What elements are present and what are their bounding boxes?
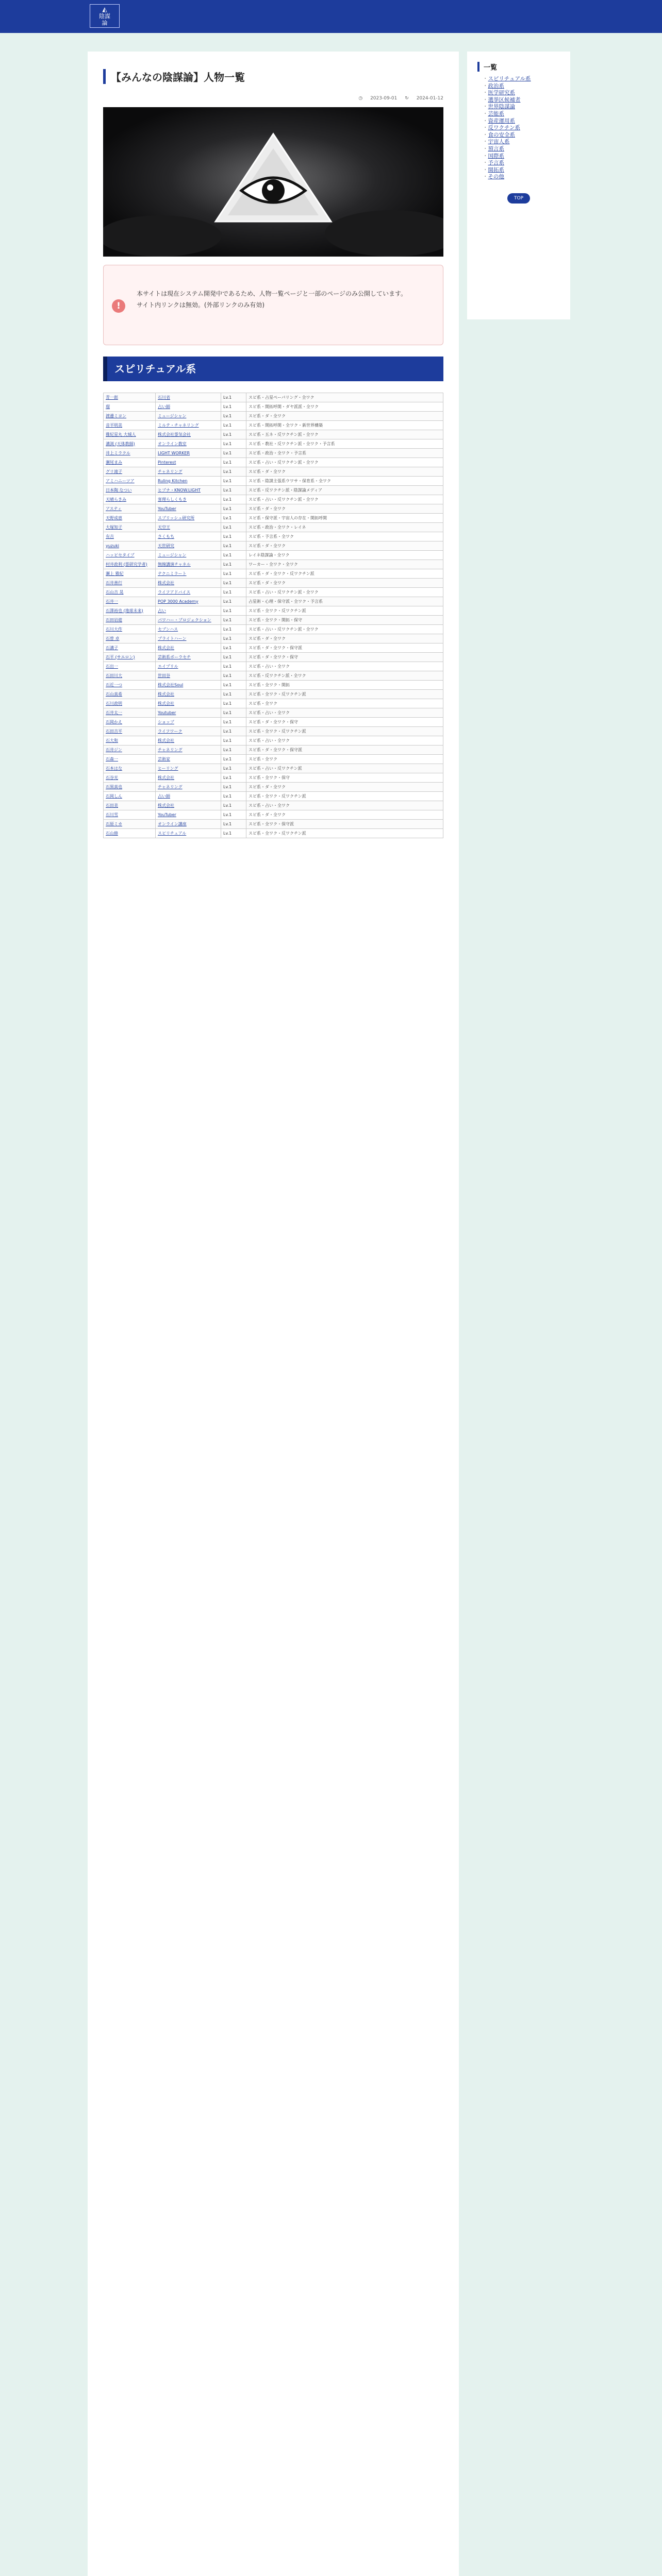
table-row	[104, 653, 443, 662]
table-row	[104, 467, 443, 477]
notice-line: サイト内リンクは無効。(外部リンクのみ有効)	[137, 301, 265, 309]
notice-box	[103, 265, 443, 345]
person-name-link[interactable]: 石井一	[104, 597, 156, 606]
section-heading: スピリチュアル系	[103, 357, 443, 381]
people-table	[103, 393, 443, 838]
table-row	[104, 783, 443, 792]
person-name-link[interactable]: 天野成恵	[104, 514, 156, 523]
affiliation-link[interactable]: スピリチュアル	[156, 829, 221, 838]
affiliation-link[interactable]: Ruling Kitchen	[156, 477, 221, 486]
table-row	[104, 616, 443, 625]
table-row	[104, 421, 443, 430]
page-title: 【みんなの陰謀論】人物一覧	[103, 69, 245, 84]
level-cell: Lv.1	[221, 532, 246, 541]
tags-cell: スピ系・ダ・全ワク	[246, 467, 443, 477]
affiliation-link[interactable]: ミュージシャン	[156, 551, 221, 560]
person-name-link[interactable]: yuzuki	[104, 541, 156, 551]
sidebar-title: 一覧	[477, 62, 560, 72]
affiliation-link[interactable]: スプリッシュ研究所	[156, 514, 221, 523]
person-name-link[interactable]: 石川雪	[104, 810, 156, 820]
level-cell: Lv.1	[221, 495, 246, 504]
tags-cell: スピ系・全ワク・反ワクチン派	[246, 606, 443, 616]
tags-cell: スピ系・ダ・全ワク・保守派	[246, 745, 443, 755]
sidebar-item-link[interactable]: スピリチュアル系	[488, 76, 531, 82]
level-cell: Lv.1	[221, 718, 246, 727]
tags-cell: スピ系・陰謀主張系ウワサ・保育系・全ワク	[246, 477, 443, 486]
sidebar-item[interactable]	[483, 153, 570, 160]
post-dates	[352, 96, 443, 101]
sidebar-item[interactable]	[483, 167, 570, 174]
tags-cell: スピ系・全ワク・反ワクチン派	[246, 792, 443, 801]
sidebar-item-link[interactable]: 芸能系	[488, 110, 504, 117]
table-row	[104, 477, 443, 486]
person-name-link[interactable]: 有吉	[104, 532, 156, 541]
affiliation-link[interactable]: 芸術家	[156, 755, 221, 764]
illuminati-eye-icon	[103, 107, 443, 257]
affiliation-link[interactable]: 占い師	[156, 402, 221, 412]
affiliation-link[interactable]: POP 3000 Academy	[156, 597, 221, 606]
sidebar-item-link[interactable]: 選挙区候補者	[488, 96, 521, 103]
tags-cell: スピ系・五ネ・反ワクチン派・全ワク	[246, 430, 443, 439]
person-name-link[interactable]: 石井ジン	[104, 745, 156, 755]
level-cell: Lv.1	[221, 477, 246, 486]
person-name-link[interactable]: 石川政明	[104, 699, 156, 708]
person-name-link[interactable]: 瀬上 雅紀	[104, 569, 156, 579]
table-row	[104, 402, 443, 412]
table-row	[104, 625, 443, 634]
tags-cell: スピ系・占い・反ワクチン派・全ワク	[246, 625, 443, 634]
level-cell: Lv.1	[221, 449, 246, 458]
tags-cell: ワーカー・全ワク・全ワク	[246, 560, 443, 569]
affiliation-link[interactable]: 占い師	[156, 792, 221, 801]
site-logo-line2: 論	[102, 19, 108, 26]
sidebar-item[interactable]	[483, 97, 570, 104]
table-row	[104, 458, 443, 467]
sidebar-item[interactable]	[483, 111, 570, 118]
affiliation-link[interactable]: オンライン講座	[156, 820, 221, 829]
affiliation-link[interactable]: Pinterest	[156, 458, 221, 467]
tags-cell: スピ系・ダ・全ワク・保守派	[246, 643, 443, 653]
tags-cell: スピ系・占い・全ワク	[246, 801, 443, 810]
person-name-link[interactable]: 石田吉平	[104, 727, 156, 736]
table-row	[104, 486, 443, 495]
person-name-link[interactable]: 石川大作	[104, 625, 156, 634]
affiliation-link[interactable]: 無線講演チャネル	[156, 560, 221, 569]
sidebar-item[interactable]	[483, 76, 570, 83]
tags-cell: スピ系・教社・反ワクチン派・全ワク・予言系	[246, 439, 443, 449]
level-cell: Lv.1	[221, 458, 246, 467]
sidebar-item[interactable]	[483, 90, 570, 97]
affiliation-link[interactable]: 株式会社	[156, 773, 221, 783]
affiliation-link[interactable]: 株式会社	[156, 690, 221, 699]
affiliation-link[interactable]: 株式会社	[156, 643, 221, 653]
table-row	[104, 681, 443, 690]
person-name-link[interactable]: 石本はな	[104, 764, 156, 773]
level-cell: Lv.1	[221, 504, 246, 514]
sidebar-item[interactable]	[483, 83, 570, 90]
level-cell: Lv.1	[221, 810, 246, 820]
tags-cell: スピ系・保守派・宇宙人の存在・開拓呼開	[246, 514, 443, 523]
published-date: 2023-09-01	[370, 96, 398, 101]
affiliation-link[interactable]: 株式会社霊気会社	[156, 430, 221, 439]
level-cell: Lv.1	[221, 690, 246, 699]
affiliation-link[interactable]: 石川省	[156, 393, 221, 402]
affiliation-link[interactable]: オンライン教室	[156, 439, 221, 449]
person-name-link[interactable]: 石田川大	[104, 671, 156, 681]
sidebar-item-link[interactable]: 反ワクチン系	[488, 125, 520, 131]
tags-cell: スピ系・占い・全ワク	[246, 736, 443, 745]
table-row	[104, 412, 443, 421]
affiliation-link[interactable]: 占い	[156, 606, 221, 616]
table-row	[104, 514, 443, 523]
level-cell: Lv.1	[221, 699, 246, 708]
site-logo-line1: 陰謀	[99, 12, 110, 20]
person-name-link[interactable]: 瑠	[104, 402, 156, 412]
site-header	[0, 0, 662, 33]
sidebar-item-link[interactable]: 開拓系	[488, 166, 504, 173]
table-row	[104, 606, 443, 616]
affiliation-link[interactable]: Youtuber	[156, 708, 221, 718]
level-cell: Lv.1	[221, 421, 246, 430]
tags-cell: スピ系・全ワク・保守派	[246, 820, 443, 829]
level-cell: Lv.1	[221, 412, 246, 421]
level-cell: Lv.1	[221, 467, 246, 477]
level-cell: Lv.1	[221, 523, 246, 532]
level-cell: Lv.1	[221, 402, 246, 412]
table-row	[104, 504, 443, 514]
tags-cell: スピ系・開拓呼開・全ワク・新世界構築	[246, 421, 443, 430]
tags-cell: スピ系・ダ・全ワク・反ワクチン派	[246, 569, 443, 579]
affiliation-link[interactable]: 客理らしくもき	[156, 495, 221, 504]
notice-line: 本サイトは現在システム開発中であるため、人物一覧ページと一部のページのみ公開しています。	[137, 290, 407, 297]
table-row	[104, 690, 443, 699]
table-row	[104, 773, 443, 783]
level-cell: Lv.1	[221, 681, 246, 690]
affiliation-link[interactable]: 天世研究	[156, 541, 221, 551]
person-name-link[interactable]: アスティ	[104, 504, 156, 514]
level-cell: Lv.1	[221, 643, 246, 653]
tags-cell: スピ系・全ワク・開拓	[246, 681, 443, 690]
sidebar-item[interactable]	[483, 118, 570, 125]
table-row	[104, 708, 443, 718]
person-name-link[interactable]: 石平 (サエロン)	[104, 653, 156, 662]
sidebar-item-link[interactable]: 医学研究系	[488, 90, 515, 96]
person-name-link[interactable]: 村井政利 (霊研究学者)	[104, 560, 156, 569]
sidebar-item-link[interactable]: 予言系	[488, 160, 504, 166]
table-row	[104, 718, 443, 727]
table-row	[104, 643, 443, 653]
person-name-link[interactable]: 天晴らきみ	[104, 495, 156, 504]
affiliation-link[interactable]: 株式会社Soul	[156, 681, 221, 690]
sidebar-item[interactable]	[483, 104, 570, 111]
table-row	[104, 569, 443, 579]
table-row	[104, 792, 443, 801]
table-row	[104, 495, 443, 504]
table-row	[104, 634, 443, 643]
person-name-link[interactable]: 青一郎	[104, 393, 156, 402]
person-name-link[interactable]: 石大和	[104, 736, 156, 745]
level-cell: Lv.1	[221, 792, 246, 801]
tags-cell: スピ系・占い・反ワクチン派	[246, 764, 443, 773]
sidebar-item[interactable]	[483, 160, 570, 167]
table-row	[104, 588, 443, 597]
level-cell: Lv.1	[221, 393, 246, 402]
table-row	[104, 560, 443, 569]
affiliation-link[interactable]: LIGHT WORKER	[156, 449, 221, 458]
person-name-link[interactable]: 石山真希	[104, 690, 156, 699]
level-cell: Lv.1	[221, 588, 246, 597]
level-cell: Lv.1	[221, 708, 246, 718]
level-cell: Lv.1	[221, 579, 246, 588]
affiliation-link[interactable]: エイプリル	[156, 662, 221, 671]
table-row	[104, 551, 443, 560]
level-cell: Lv.1	[221, 801, 246, 810]
table-row	[104, 597, 443, 606]
person-name-link[interactable]: 石山修	[104, 829, 156, 838]
person-name-link[interactable]: 石井太一	[104, 708, 156, 718]
tags-cell: スピ系・ダ・全ワク	[246, 504, 443, 514]
tags-cell: スピ系・ダ・全ワク	[246, 634, 443, 643]
tags-cell: スピ系・政治・全ワク・レイネ	[246, 523, 443, 532]
person-name-link[interactable]: 溝渕 (天体教師)	[104, 439, 156, 449]
tags-cell: スピ系・ダ・全ワク・保守	[246, 653, 443, 662]
affiliation-link[interactable]: 世田谷	[156, 671, 221, 681]
sidebar-item-link[interactable]: 世界陰謀論	[488, 104, 515, 110]
table-row	[104, 430, 443, 439]
affiliation-link[interactable]: さくもち	[156, 532, 221, 541]
affiliation-link[interactable]: ブライトハーン	[156, 634, 221, 643]
tags-cell: スピ系・全ワク・反ワクチン派	[246, 829, 443, 838]
level-cell: Lv.1	[221, 773, 246, 783]
affiliation-link[interactable]: ライフアドバイス	[156, 588, 221, 597]
affiliation-link[interactable]: ショップ	[156, 718, 221, 727]
sidebar-item-link[interactable]: 国際系	[488, 152, 504, 159]
affiliation-link[interactable]: 株式会社	[156, 736, 221, 745]
clock-icon: ◷	[358, 96, 363, 101]
affiliation-link[interactable]: ライフワーク	[156, 727, 221, 736]
level-cell: Lv.1	[221, 551, 246, 560]
level-cell: Lv.1	[221, 560, 246, 569]
person-name-link[interactable]: 石曽 卓	[104, 634, 156, 643]
table-row	[104, 671, 443, 681]
person-name-link[interactable]: 石谷光	[104, 773, 156, 783]
affiliation-link[interactable]: ヒプナ・KNOW.LIGHT	[156, 486, 221, 495]
tags-cell: スピ系・全ワク・反ワクチン派	[246, 690, 443, 699]
person-name-link[interactable]: 渡邊ミヨン	[104, 412, 156, 421]
person-name-link[interactable]: グリ滝子	[104, 467, 156, 477]
notice-body	[137, 288, 433, 311]
person-name-link[interactable]: 瀬尾まみ	[104, 458, 156, 467]
level-cell: Lv.1	[221, 662, 246, 671]
tags-cell: 占星術・心理・保守派・全ワク・予言系	[246, 597, 443, 606]
tags-cell: スピ系・ダ・全ワク	[246, 412, 443, 421]
tags-cell: スピ系・占星ペーパリング・全ワク	[246, 393, 443, 402]
refresh-icon: ↻	[405, 96, 409, 101]
tags-cell: スピ系・ダ・全ワク	[246, 541, 443, 551]
level-cell: Lv.1	[221, 829, 246, 838]
sidebar-item[interactable]	[483, 132, 570, 139]
level-cell: Lv.1	[221, 736, 246, 745]
person-name-link[interactable]: 石森一	[104, 755, 156, 764]
sidebar-list	[483, 76, 570, 181]
table-row	[104, 755, 443, 764]
level-cell: Lv.1	[221, 634, 246, 643]
table-row	[104, 662, 443, 671]
table-row	[104, 523, 443, 532]
tags-cell: スピ系・全ワク・保守	[246, 773, 443, 783]
level-cell: Lv.1	[221, 625, 246, 634]
sidebar-item-link[interactable]: 宇宙人系	[488, 139, 510, 145]
eye-icon: ◭	[102, 5, 107, 13]
tags-cell: スピ系・ダ・全ワク・保守	[246, 718, 443, 727]
level-cell: Lv.1	[221, 486, 246, 495]
tags-cell: スピ系・ダ・全ワク	[246, 783, 443, 792]
tags-cell: スピ系・占い・全ワク	[246, 708, 443, 718]
affiliation-link[interactable]: チャネリング	[156, 467, 221, 477]
level-cell: Lv.1	[221, 430, 246, 439]
table-row	[104, 736, 443, 745]
warning-icon: !	[112, 299, 125, 313]
main-content	[88, 52, 459, 2576]
person-name-link[interactable]: 雅紀星丸 大城人	[104, 430, 156, 439]
tags-cell: スピ系・ダ・全ワク	[246, 810, 443, 820]
affiliation-link[interactable]: セブンハス	[156, 625, 221, 634]
table-row	[104, 541, 443, 551]
level-cell: Lv.1	[221, 541, 246, 551]
table-row	[104, 727, 443, 736]
hero-image	[103, 107, 443, 257]
level-cell: Lv.1	[221, 514, 246, 523]
person-name-link[interactable]: 石黒真也	[104, 783, 156, 792]
person-name-link[interactable]: 石田美	[104, 801, 156, 810]
tags-cell: スピ系・占い・全ワク	[246, 662, 443, 671]
person-name-link[interactable]: 井上ミラクル	[104, 449, 156, 458]
level-cell: Lv.1	[221, 653, 246, 662]
table-row	[104, 532, 443, 541]
sidebar	[467, 52, 570, 319]
affiliation-link[interactable]: 株式会社	[156, 699, 221, 708]
person-name-link[interactable]: 石田岩遊	[104, 616, 156, 625]
affiliation-link[interactable]: パワハー・プロジェクション	[156, 616, 221, 625]
person-name-link[interactable]: 石岡しん	[104, 792, 156, 801]
level-cell: Lv.1	[221, 820, 246, 829]
tags-cell: スピ系・政治・全ワク・予言系	[246, 449, 443, 458]
level-cell: Lv.1	[221, 745, 246, 755]
level-cell: Lv.1	[221, 755, 246, 764]
table-row	[104, 810, 443, 820]
affiliation-link[interactable]: YouTuber	[156, 810, 221, 820]
table-row	[104, 764, 443, 773]
affiliation-link[interactable]: ミュージシャン	[156, 412, 221, 421]
level-cell: Lv.1	[221, 597, 246, 606]
table-row	[104, 829, 443, 838]
tags-cell: スピ系・占い・反ワクチン派・全ワク	[246, 495, 443, 504]
person-name-link[interactable]: 石出一	[104, 662, 156, 671]
person-name-link[interactable]: 石原ミカ	[104, 820, 156, 829]
level-cell: Lv.1	[221, 616, 246, 625]
person-name-link[interactable]: 石井善行	[104, 579, 156, 588]
level-cell: Lv.1	[221, 569, 246, 579]
person-name-link[interactable]: 日本陶 なつい	[104, 486, 156, 495]
level-cell: Lv.1	[221, 727, 246, 736]
level-cell: Lv.1	[221, 439, 246, 449]
level-cell: Lv.1	[221, 783, 246, 792]
person-name-link[interactable]: 石澤裕也 (地球未来)	[104, 606, 156, 616]
tags-cell: スピ系・反ワクチン派・陰謀論メディア	[246, 486, 443, 495]
affiliation-link[interactable]: チャネリング	[156, 745, 221, 755]
sidebar-item-link[interactable]: 預言系	[488, 145, 504, 152]
sidebar-item-link[interactable]: 政治系	[488, 82, 504, 89]
tags-cell: スピ系・反ワクチン派・全ワク	[246, 671, 443, 681]
table-row	[104, 820, 443, 829]
affiliation-link[interactable]: ミルテ・チャネリング	[156, 421, 221, 430]
top-button[interactable]: TOP	[507, 193, 530, 204]
updated-date: 2024-01-12	[416, 96, 443, 101]
tags-cell: スピ系・全ワク・開拓・保守	[246, 616, 443, 625]
tags-cell: スピ系・全ワク	[246, 755, 443, 764]
table-row	[104, 801, 443, 810]
person-name-link[interactable]: 石溝子	[104, 643, 156, 653]
sidebar-item-link[interactable]: その他	[488, 174, 504, 180]
affiliation-link[interactable]: 芸術系ボーラセチ	[156, 653, 221, 662]
person-name-link[interactable]: 大塚知子	[104, 523, 156, 532]
level-cell: Lv.1	[221, 764, 246, 773]
affiliation-link[interactable]: 株式会社	[156, 801, 221, 810]
table-row	[104, 439, 443, 449]
affiliation-link[interactable]: 株式会社	[156, 579, 221, 588]
sidebar-item-link[interactable]: 資産運用系	[488, 117, 515, 124]
sidebar-item[interactable]	[483, 125, 570, 132]
table-row	[104, 449, 443, 458]
sidebar-item[interactable]	[483, 146, 570, 153]
affiliation-link[interactable]: 天空王	[156, 523, 221, 532]
tags-cell: スピ系・全ワク・反ワクチン派	[246, 727, 443, 736]
tags-cell: スピ系・占い・反ワクチン派・全ワク	[246, 588, 443, 597]
level-cell: Lv.1	[221, 606, 246, 616]
level-cell: Lv.1	[221, 671, 246, 681]
tags-cell: スピ系・ダ・全ワク	[246, 579, 443, 588]
site-logo[interactable]	[90, 4, 120, 28]
tags-cell: スピ系・予言系・全ワク	[246, 532, 443, 541]
person-name-link[interactable]: ハッピセタイプ	[104, 551, 156, 560]
person-name-link[interactable]: 石山吉 晃	[104, 588, 156, 597]
person-name-link[interactable]: 石近一つ	[104, 681, 156, 690]
sidebar-item-link[interactable]: 食の安全系	[488, 131, 515, 138]
affiliation-link[interactable]: チャネリング	[156, 783, 221, 792]
table-row	[104, 745, 443, 755]
table-row	[104, 579, 443, 588]
person-name-link[interactable]: 音平明美	[104, 421, 156, 430]
person-name-link[interactable]: 石岡かえ	[104, 718, 156, 727]
tags-cell: レイネ陰謀論・全ワク	[246, 551, 443, 560]
table-row	[104, 393, 443, 402]
sidebar-item[interactable]	[483, 139, 570, 146]
affiliation-link[interactable]: テクニミラート	[156, 569, 221, 579]
person-name-link[interactable]: アミハニーツア	[104, 477, 156, 486]
tags-cell: スピ系・全ワク	[246, 699, 443, 708]
affiliation-link[interactable]: ヒーリング	[156, 764, 221, 773]
tags-cell: スピ系・占い・反ワクチン派・全ワク	[246, 458, 443, 467]
table-row	[104, 699, 443, 708]
tags-cell: スピ系・開拓呼開・ダヤ派派・全ワク	[246, 402, 443, 412]
affiliation-link[interactable]: YouTuber	[156, 504, 221, 514]
sidebar-item[interactable]	[483, 174, 570, 181]
